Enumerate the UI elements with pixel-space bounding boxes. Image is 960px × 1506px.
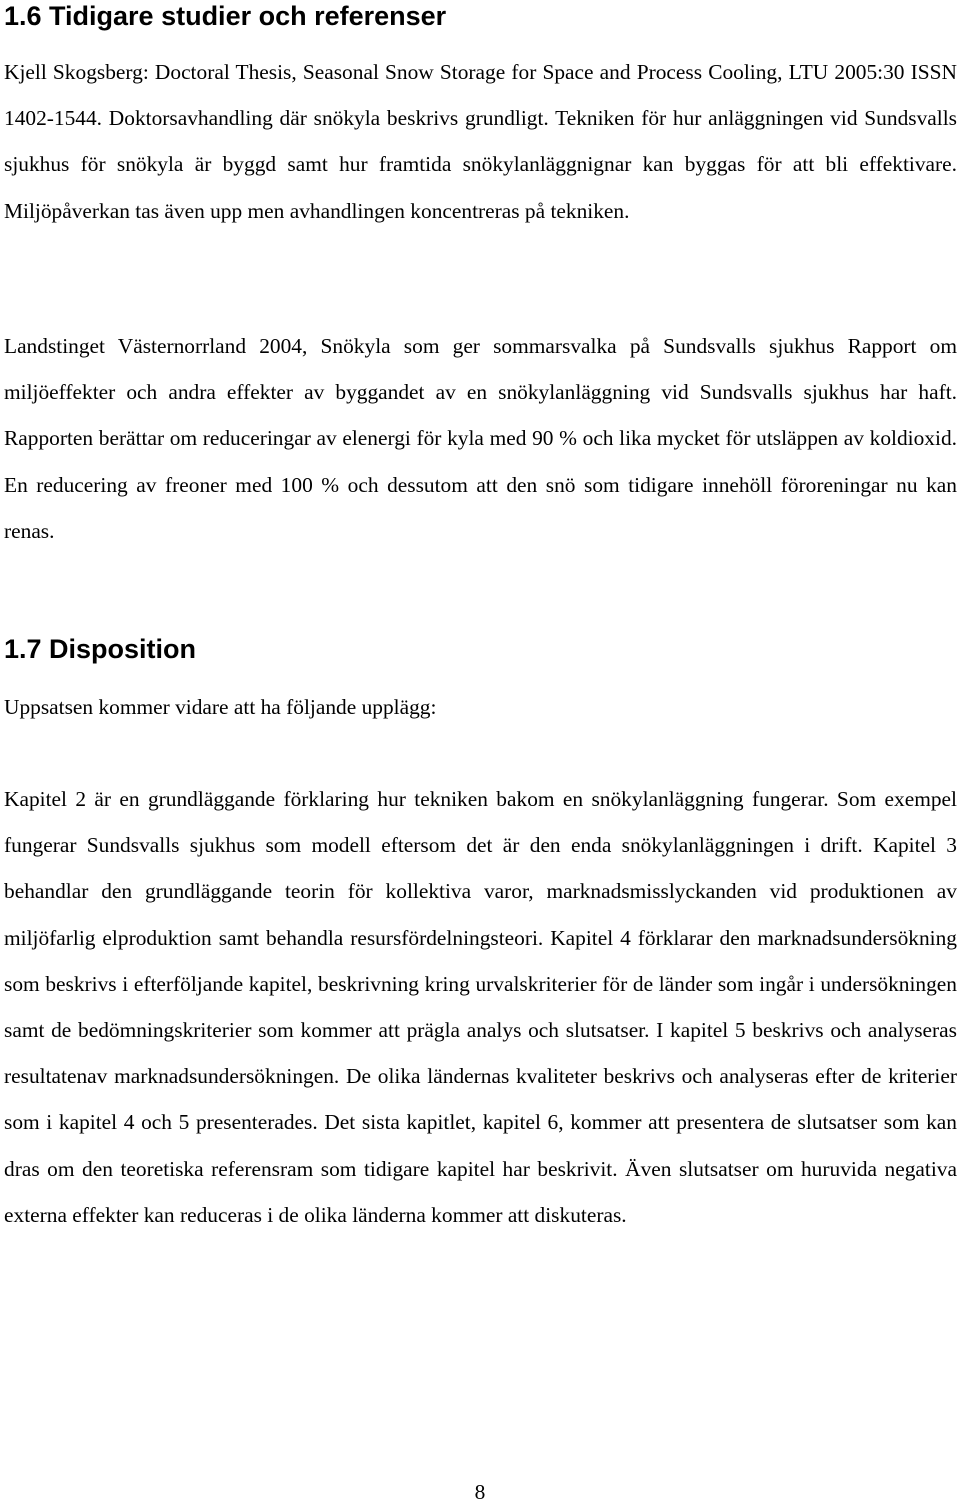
page-number: 8 — [474, 1480, 486, 1504]
paragraph-disposition-chapters: Kapitel 2 är en grundläggande förklaring hur tekniken bakom en snökylanläggning fungerar. Som exempel fungerar Sundsvalls sjukhus som modell eftersom det är den enda snökylanläggningen i drift. Kapitel 3 behandlar den grundläggande teorin för kollektiva varor, marknadsmisslyckanden vid produktionen av miljöfarlig elproduktion samt behandla resursfördelningsteori. Kapitel 4 förklarar den marknadsundersökning som beskrivs i efterföljande kapitel, beskrivning kring urvalskriterier för de länder som ingår i undersökningen samt de bedömningskriterier som kommer att prägla analys och slutsatser. I kapitel 5 beskrivs och analyseras resultatenav marknadsundersökningen. De olika ländernas kvaliteter beskrivs och analyseras efter de kriterier som i kapitel 4 och 5 presenterades. Det sista kapitlet, kapitel 6, kommer att presentera de slutsatser som kan dras om den teoretiska referensram som tidigare kapitel har beskrivit. Även slutsatser om huruvida negativa externa effekter kan reduceras i de olika länderna kommer att diskuteras. — [4, 787, 957, 1227]
section-heading-1-7: 1.7 Disposition — [4, 634, 197, 664]
section-heading-1-6: 1.6 Tidigare studier och referenser — [4, 1, 447, 31]
paragraph-landstinget-reference: Landstinget Västernorrland 2004, Snökyla som ger sommarsvalka på Sundsvalls sjukhus Rapport om miljöeffekter och andra effekter av byggandet av en snökylanläggning vid Sundsvalls sjukhus har haft. Rapporten berättar om reduceringar av elenergi för kyla med 90 % och lika mycket för utsläppen av koldioxid. En reducering av freoner med 100 % och dessutom att den snö som tidigare innehöll föroreningar nu kan renas. — [4, 334, 957, 543]
paragraph-disposition-intro: Uppsatsen kommer vidare att ha följande upplägg: — [4, 695, 437, 719]
paragraph-skogsberg-reference: Kjell Skogsberg: Doctoral Thesis, Seasonal Snow Storage for Space and Process Cooling, LTU 2005:30 ISSN 1402-1544. Doktorsavhandling där snökyla beskrivs grundligt. Tekniken för hur anläggningen vid Sundsvalls sjukhus för snökyla är byggd samt hur framtida snökylanläggnignar kan byggas för att bli effektivare. Miljöpåverkan tas även upp men avhandlingen koncentreras på tekniken. — [4, 60, 957, 223]
